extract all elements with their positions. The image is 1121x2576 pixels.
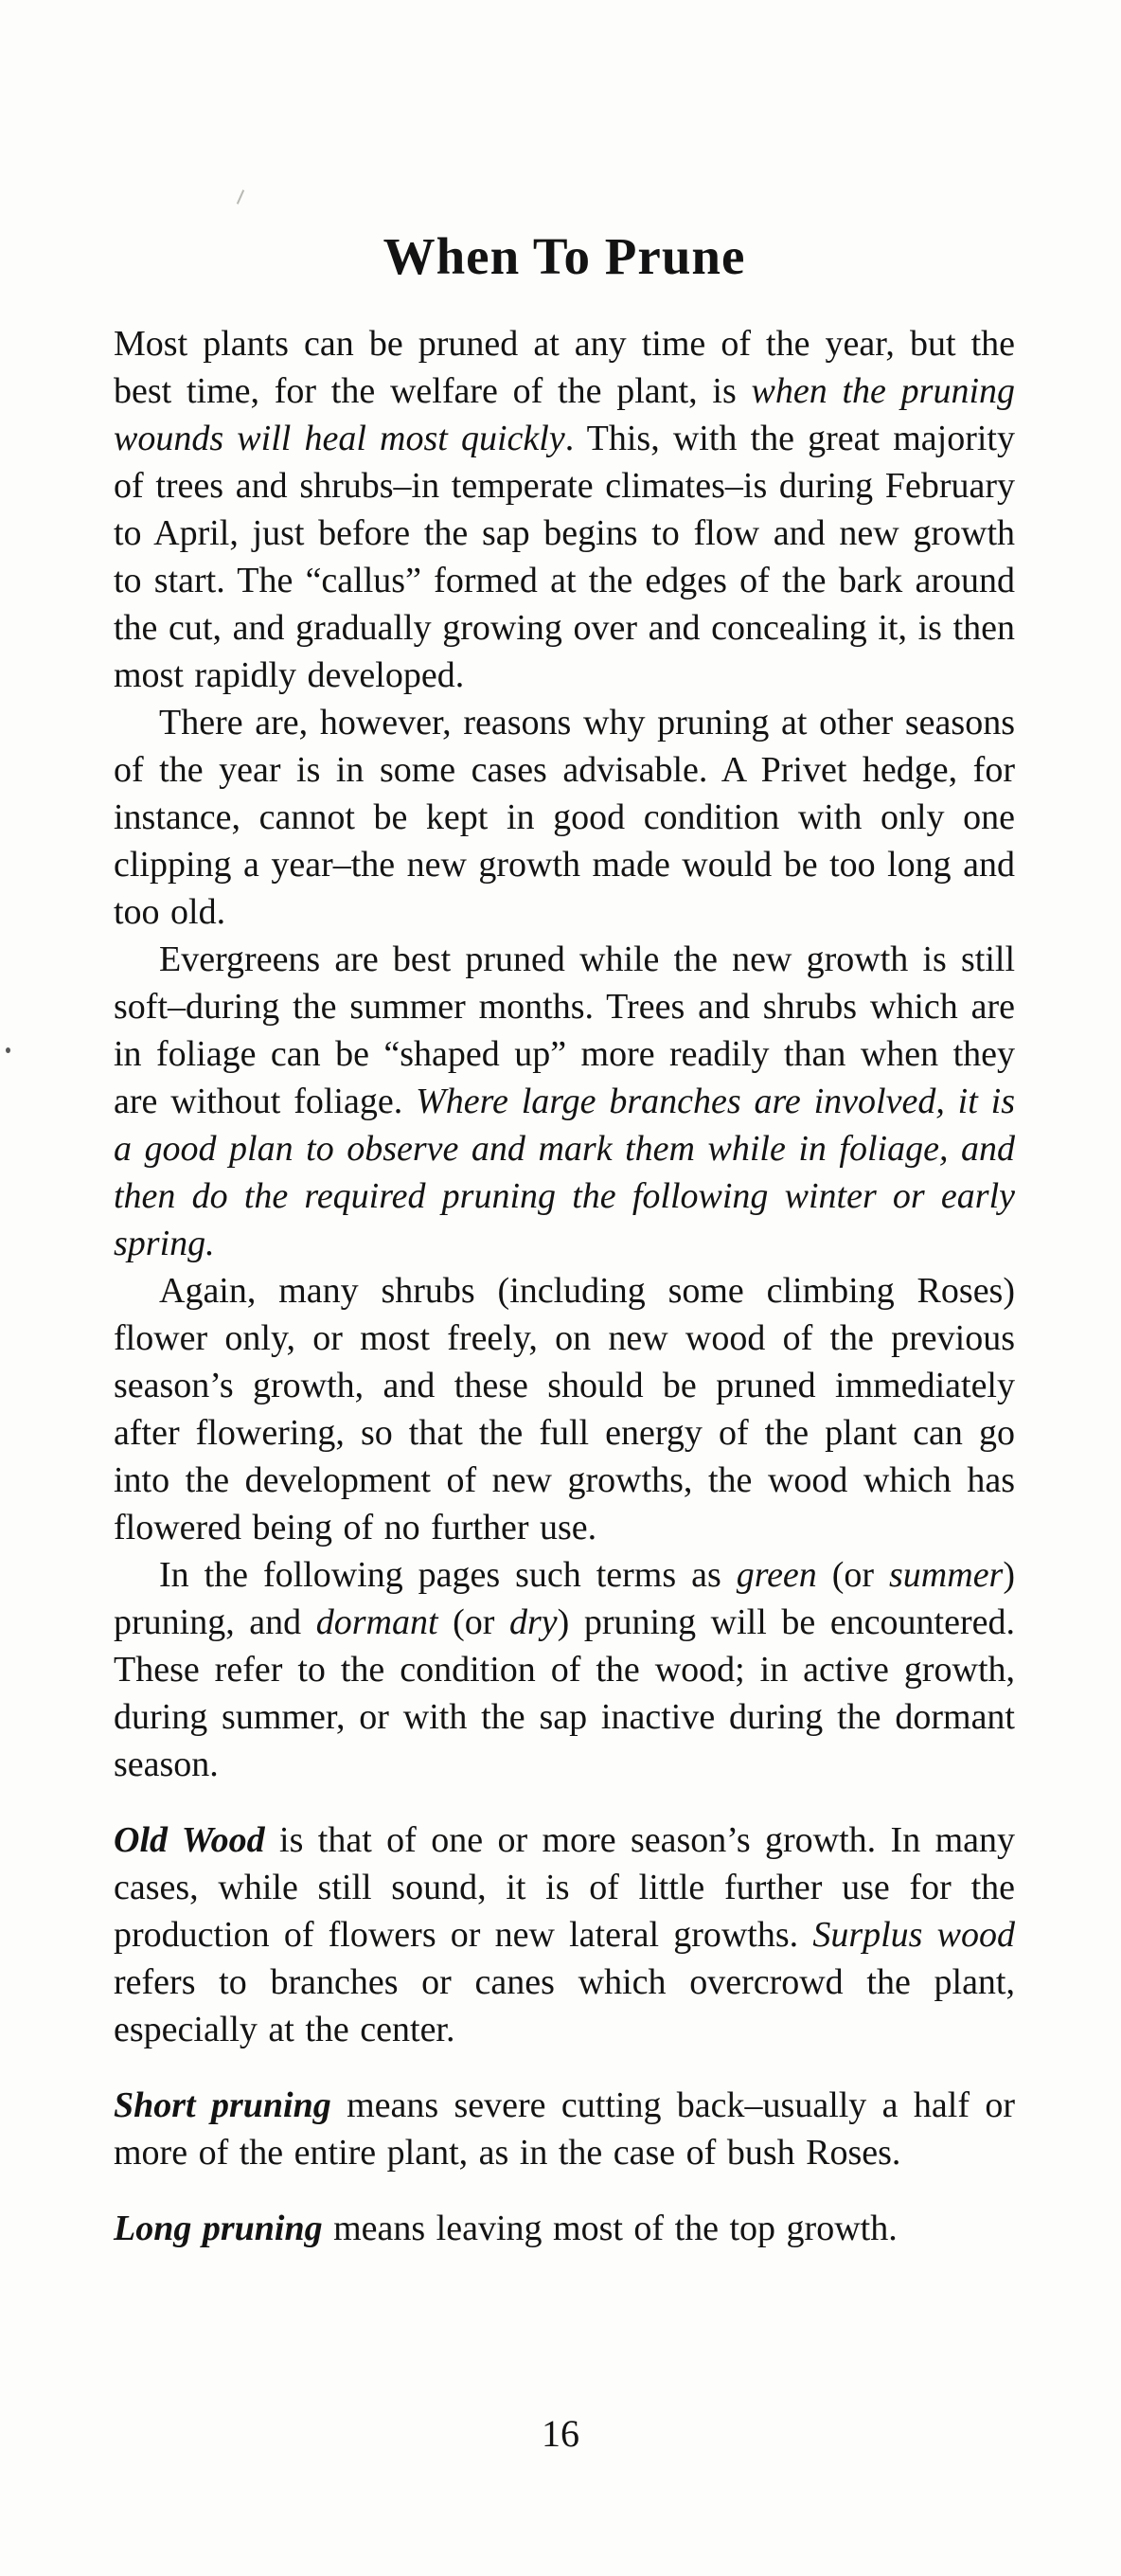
paragraph xyxy=(114,1551,1015,1788)
text-run: Evergreens are best pruned while the new growth is still soft–during the summer months. Trees and shrubs which are in foliage can be “shaped up” more readily than when they are without foliage. xyxy=(114,939,1015,1121)
text-run: ) pruning, and xyxy=(114,1555,1015,1642)
text-run: means severe cutting back–usually a half or more of the entire plant, as in the case of bush Roses. xyxy=(114,2085,1015,2173)
text-run: (or xyxy=(816,1555,890,1595)
italic-phrase: green xyxy=(736,1555,817,1595)
text-run: means leaving most of the top growth. xyxy=(322,2209,898,2248)
term-lead-in: Long pruning xyxy=(114,2209,323,2248)
italic-phrase: dry xyxy=(509,1602,558,1642)
paragraph xyxy=(114,699,1015,936)
paragraph xyxy=(114,2205,1015,2252)
text-run: There are, however, reasons why pruning at other seasons of the year is in some cases advisable. A Privet hedge, for instance, cannot be kept in good condition with only one clipping a year–the new growth made would be too long and too old. xyxy=(114,703,1015,932)
paragraph xyxy=(114,1816,1015,2053)
scan-speck xyxy=(6,1047,10,1053)
page-number: 16 xyxy=(542,2412,579,2455)
text-column xyxy=(114,227,1015,2252)
italic-phrase: when the pruning wounds will heal most quickly xyxy=(114,371,1016,458)
text-run: is that of one or more season’s growth. In many cases, while still sound, it is of little further use for the production of flowers or new lateral growths. xyxy=(114,1820,1016,1955)
text-run: . This, with the great majority of trees and shrubs–in temperate climates–is during February to April, just before the sap begins to flow and new growth to start. The “callus” formed at the edges of the bark around the cut, and gradually growing over and concealing it, is then most rapidly developed. xyxy=(114,419,1015,695)
text-run: Again, many shrubs (including some climbing Roses) flower only, or most freely, on new wood of the previous season’s growth, and these should be pruned immediately after flowering, so that the full energy of the plant can go into the development of new growths, the wood which has flowered being of no further use. xyxy=(114,1271,1015,1547)
paragraph xyxy=(114,2082,1015,2176)
italic-phrase: dormant xyxy=(315,1602,438,1642)
text-run: ) pruning will be encountered. These refer to the condition of the wood; in active growth, during summer, or with the sap inactive during the dormant season. xyxy=(114,1602,1015,1784)
text-run: Most plants can be pruned at any time of the year, but the best time, for the welfare of the plant, is xyxy=(114,324,1015,411)
paragraph xyxy=(114,936,1015,1267)
italic-phrase: summer xyxy=(889,1555,1004,1595)
italic-phrase: Where large branches are involved, it is a good plan to observe and mark them while in foliage, and then do the required pruning the following winter or early spring. xyxy=(114,1082,1015,1263)
text-run: In the following pages such terms as xyxy=(159,1555,737,1595)
scan-speck xyxy=(237,189,244,204)
paragraph xyxy=(114,320,1015,699)
text-run: refers to branches or canes which overcrowd the plant, especially at the center. xyxy=(114,1962,1015,2049)
text-run: (or xyxy=(437,1602,509,1642)
term-lead-in: Short pruning xyxy=(114,2085,331,2125)
italic-phrase: Surplus wood xyxy=(812,1915,1015,1955)
paragraph xyxy=(114,1267,1015,1551)
term-lead-in: Old Wood xyxy=(114,1820,265,1860)
page-body xyxy=(114,320,1015,2252)
page-title: When To Prune xyxy=(383,227,746,285)
